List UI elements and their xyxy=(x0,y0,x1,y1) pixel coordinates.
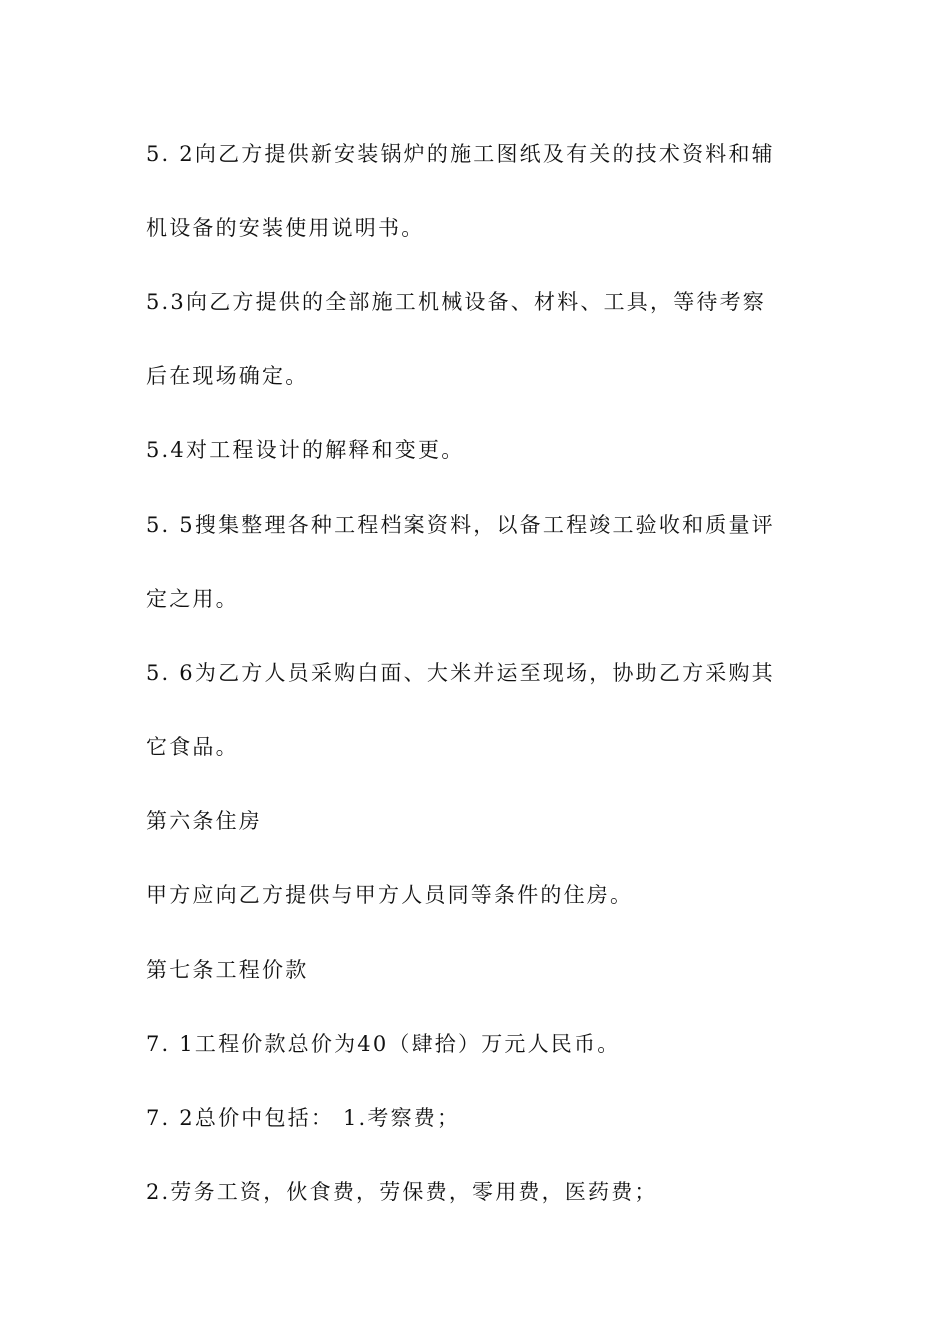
clause-5-4: 5.4对工程设计的解释和变更。 xyxy=(146,438,465,462)
clause-5-5-line-1: 5. 5搜集整理各种工程档案资料，以备工程竣工验收和质量评 xyxy=(146,513,775,537)
article-6-body: 甲方应向乙方提供与甲方人员同等条件的住房。 xyxy=(146,883,634,907)
clause-5-2-line-1: 5. 2向乙方提供新安装锅炉的施工图纸及有关的技术资料和辅 xyxy=(146,142,775,166)
clause-5-3-line-2: 后在现场确定。 xyxy=(146,364,309,388)
clause-5-5-line-2: 定之用。 xyxy=(146,587,239,611)
clause-5-6-line-1: 5. 6为乙方人员采购白面、大米并运至现场，协助乙方采购其 xyxy=(146,661,775,685)
clause-5-2-line-2: 机设备的安装使用说明书。 xyxy=(146,216,425,240)
clause-5-6-line-2: 它食品。 xyxy=(146,735,239,759)
clause-5-3-line-1: 5.3向乙方提供的全部施工机械设备、材料、工具，等待考察 xyxy=(146,290,766,314)
article-6-heading: 第六条住房 xyxy=(146,809,262,833)
clause-7-2-item-2: 2.劳务工资，伙食费，劳保费，零用费，医药费； xyxy=(146,1180,658,1204)
clause-7-1: 7. 1工程价款总价为40（肆拾）万元人民币。 xyxy=(146,1032,621,1056)
article-7-heading: 第七条工程价款 xyxy=(146,958,309,982)
clause-7-2: 7. 2总价中包括： 1.考察费； xyxy=(146,1106,461,1130)
